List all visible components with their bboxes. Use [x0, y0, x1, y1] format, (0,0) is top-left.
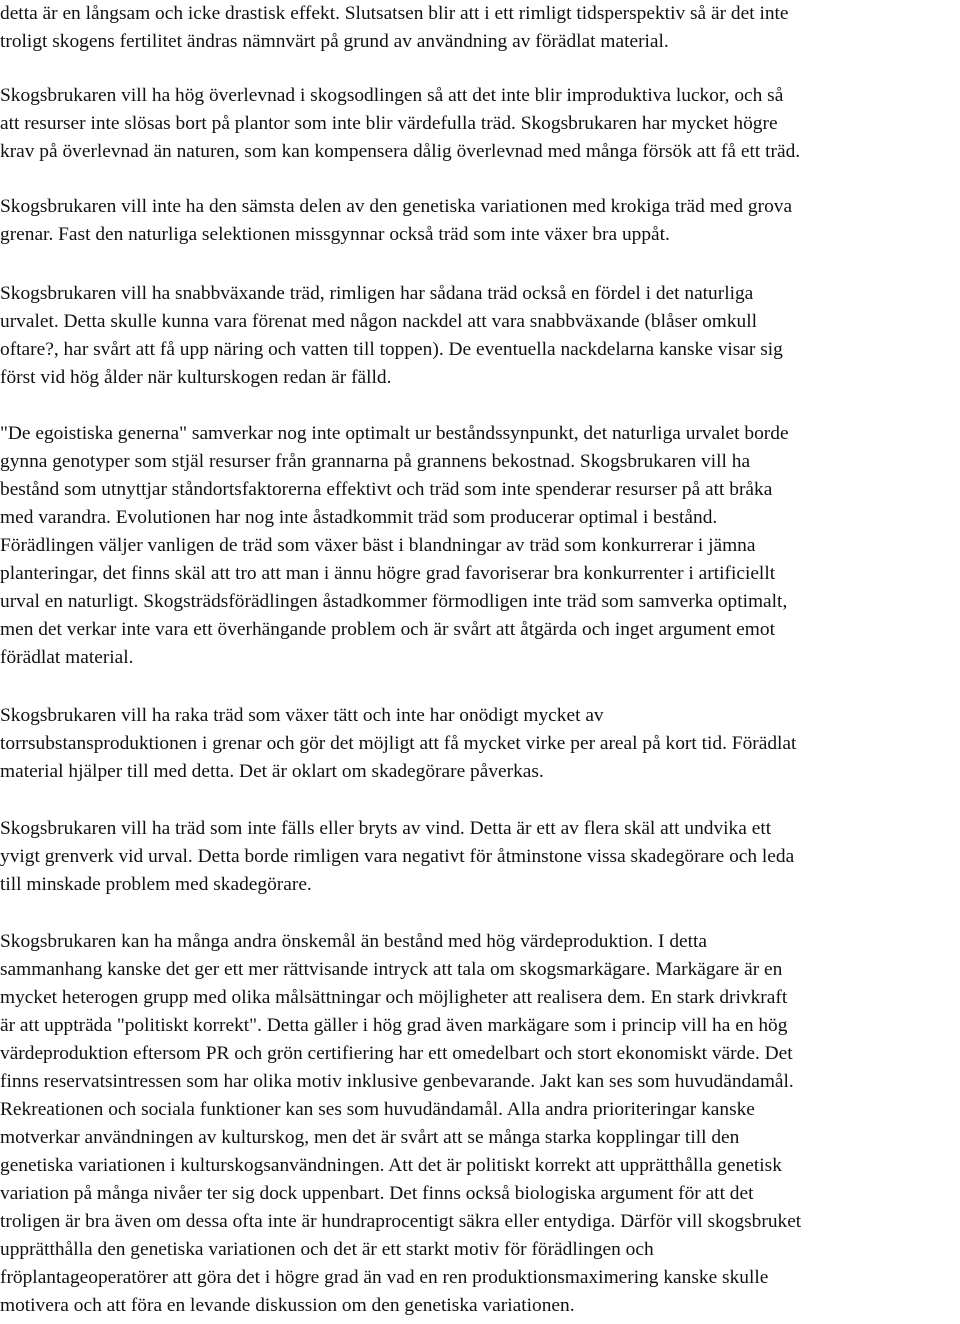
paragraph-wind-damage	[0, 815, 794, 899]
text-line: fröplantageoperatörer att göra det i högre grad än vad en ren produktionsmaximering kanske skulle	[0, 1267, 769, 1288]
text-line: men det verkar inte vara ett överhängande problem och är svårt att åtgärda och inget argument emot	[0, 619, 775, 640]
text-line: Förädlingen väljer vanligen de träd som växer bäst i blandningar av träd som konkurrerar i jämna	[0, 535, 756, 556]
text-line: värdeproduktion eftersom PR och grön certifiering har ett omedelbart och stort ekonomiskt värde. Det	[0, 1043, 793, 1064]
text-line: detta är en långsam och icke drastisk effekt. Slutsatsen blir att i ett rimligt tidsperspektiv så är det inte	[0, 3, 789, 24]
text-line: grenar. Fast den naturliga selektionen missgynnar också träd som inte växer bra uppåt.	[0, 224, 670, 245]
text-line: förädlat material.	[0, 647, 134, 668]
paragraph-forest-owners	[0, 928, 801, 1320]
text-line: upprätthålla den genetiska variationen och det är ett starkt motiv för förädlingen och	[0, 1239, 654, 1260]
text-line: gynna genotyper som stjäl resurser från grannarna på grannens bekostnad. Skogsbrukaren vill ha	[0, 451, 751, 472]
text-line: motivera och att föra en levande diskussion om den genetiska variationen.	[0, 1295, 575, 1316]
text-line: "De egoistiska generna" samverkar nog inte optimalt ur beståndssynpunkt, det naturliga urvalet borde	[0, 423, 789, 444]
text-line: urvalet. Detta skulle kunna vara förenat med någon nackdel att vara snabbväxande (blåser omkull	[0, 311, 758, 332]
text-line: troligt skogens fertilitet ändras nämnvärt på grund av användning av förädlat material.	[0, 31, 669, 52]
text-line: är att uppträda "politiskt korrekt". Detta gäller i hög grad även markägare som i princip vill ha en hög	[0, 1015, 788, 1036]
text-line: torrsubstansproduktionen i grenar och gör det möjligt att få mycket virke per areal på kort tid. Förädlat	[0, 733, 797, 754]
text-line: bestånd som utnyttjar ståndortsfaktorerna effektivt och träd som inte spenderar resurser på att bråka	[0, 479, 773, 500]
paragraph-straight-trees	[0, 702, 796, 786]
text-line: mycket heterogen grupp med olika målsättningar och möjligheter att realisera dem. En stark drivkraft	[0, 987, 788, 1008]
text-line: troligen är bra även om dessa ofta inte är hundraprocentigt säkra eller entydiga. Därför vill skogsbruket	[0, 1211, 802, 1232]
text-line: Skogsbrukaren vill ha hög överlevnad i skogsodlingen så att det inte blir improduktiva luckor, och så	[0, 85, 784, 106]
text-line: urval en naturligt. Skogsträdsförädlingen åstadkommer förmodligen inte träd som samverka optimalt,	[0, 591, 788, 612]
paragraph-genetic-variation-crooked	[0, 193, 792, 249]
text-line: variation på många nivåer ter sig dock uppenbart. Det finns också biologiska argument för att det	[0, 1183, 754, 1204]
text-line: sammanhang kanske det ger ett mer rättvisande intryck att tala om skogsmarkägare. Markägare är en	[0, 959, 783, 980]
text-line: finns reservatsintressen som har olika motiv inklusive genbevarande. Jakt kan ses som huvudändamål.	[0, 1071, 794, 1092]
text-line: Skogsbrukaren vill ha raka träd som växer tätt och inte har onödigt mycket av	[0, 705, 604, 726]
text-line: med varandra. Evolutionen har nog inte åstadkommit träd som producerar optimal i bestånd.	[0, 507, 718, 528]
text-line: Skogsbrukaren vill ha träd som inte fälls eller bryts av vind. Detta är ett av flera skäl att undvika ett	[0, 818, 772, 839]
text-line: till minskade problem med skadegörare.	[0, 874, 312, 895]
text-line: Rekreationen och sociala funktioner kan ses som huvudändamål. Alla andra prioriteringar kanske	[0, 1099, 755, 1120]
paragraph-fertility-conclusion	[0, 0, 789, 56]
text-line: Skogsbrukaren vill inte ha den sämsta delen av den genetiska variationen med krokiga träd med grova	[0, 196, 793, 217]
text-line: krav på överlevnad än naturen, som kan kompensera dålig överlevnad med många försök att få ett träd.	[0, 141, 801, 162]
text-line: Skogsbrukaren kan ha många andra önskemål än bestånd med hög värdeproduktion. I detta	[0, 931, 708, 952]
text-line: att resurser inte slösas bort på plantor som inte blir värdefulla träd. Skogsbrukaren har mycket högre	[0, 113, 778, 134]
text-line: motverkar användningen av kulturskog, men det är svårt att se många starka kopplingar till den	[0, 1127, 740, 1148]
text-line: oftare?, har svårt att få upp näring och vatten till toppen). De eventuella nackdelarna kanske visar sig	[0, 339, 783, 360]
text-line: genetiska variationen i kulturskogsanvändningen. Att det är politiskt korrekt att upprätthålla genetisk	[0, 1155, 782, 1176]
text-line: först vid hög ålder när kulturskogen redan är fälld.	[0, 367, 392, 388]
paragraph-egoistic-genes	[0, 420, 789, 672]
text-line: material hjälper till med detta. Det är oklart om skadegörare påverkas.	[0, 761, 544, 782]
text-line: planteringar, det finns skäl att tro att man i ännu högre grad favoriserar bra konkurrenter i artificiellt	[0, 563, 776, 584]
text-line: Skogsbrukaren vill ha snabbväxande träd, rimligen har sådana träd också en fördel i det naturliga	[0, 283, 754, 304]
paragraph-survival	[0, 82, 800, 166]
paragraph-fast-growing	[0, 280, 783, 392]
text-line: yvigt grenverk vid urval. Detta borde rimligen vara negativt för åtminstone vissa skadegörare och leda	[0, 846, 795, 867]
